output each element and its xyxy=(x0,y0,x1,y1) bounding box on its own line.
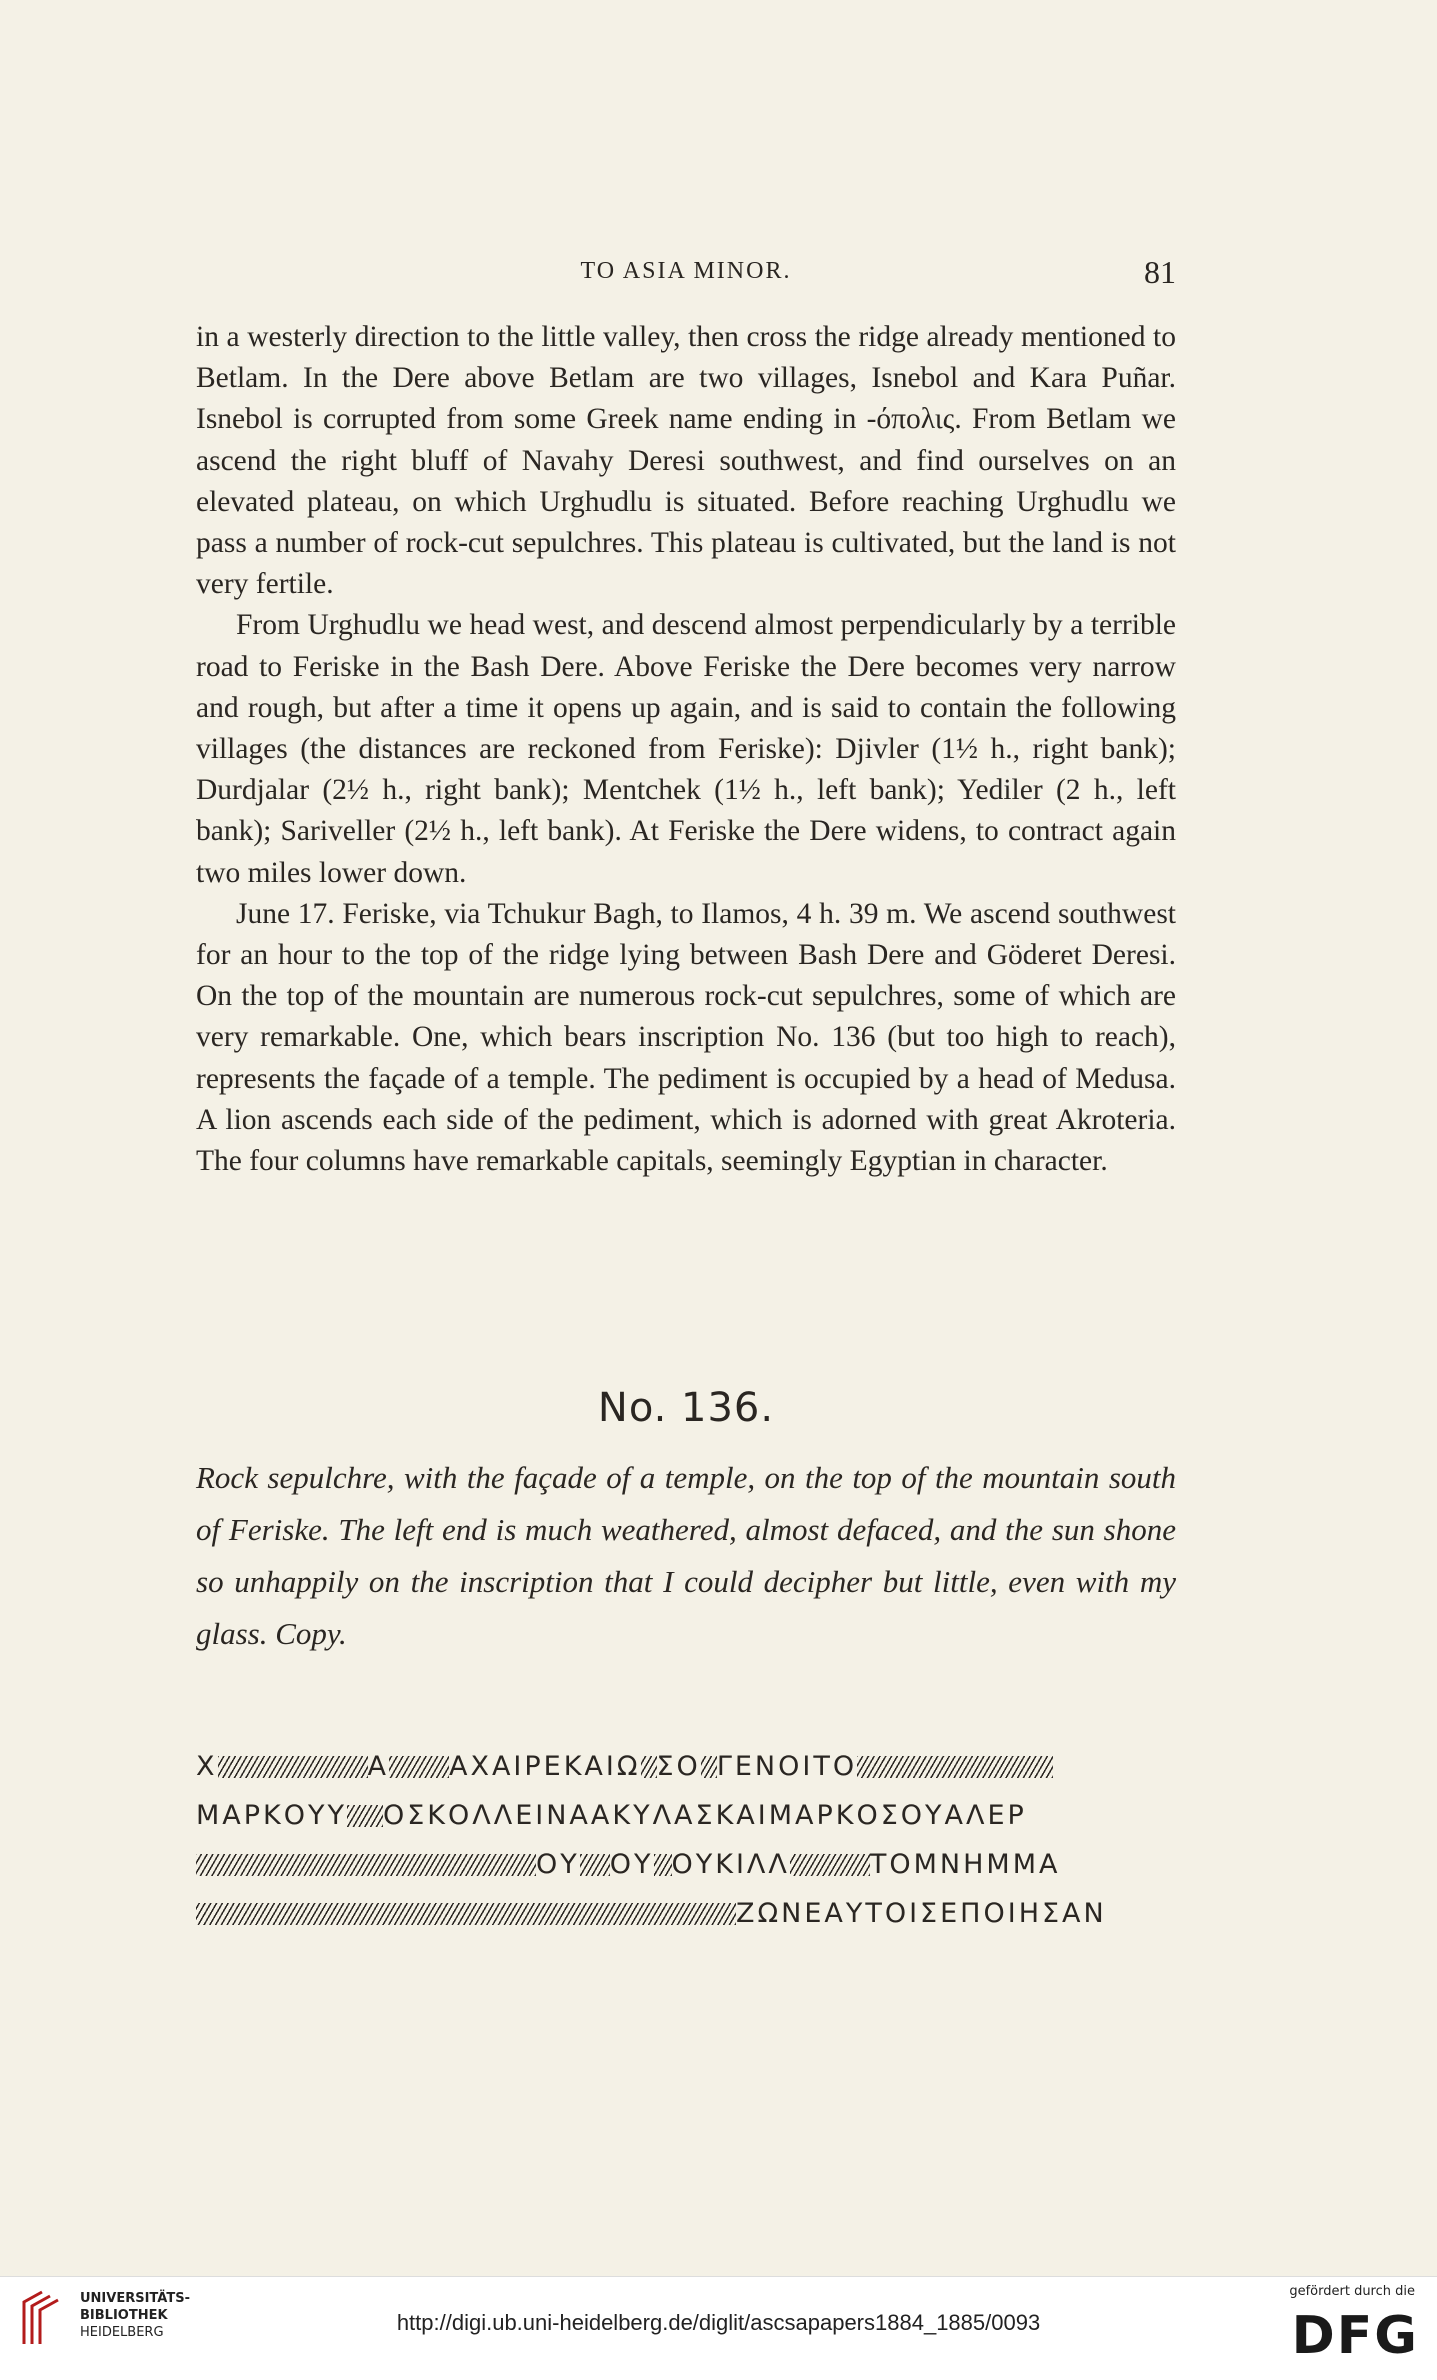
lacuna-hatch xyxy=(347,1805,383,1827)
inscription-line xyxy=(196,1742,1176,1791)
inscription-text: ΟΣΚΟΛΛΕΙΝΑΑΚΥΛΑΣΚΑΙΜΑΡΚΟΣΟΥΑΛΕΡ xyxy=(383,1800,1027,1831)
page-number: 81 xyxy=(1144,254,1176,290)
lacuna-hatch xyxy=(196,1854,536,1876)
lacuna-hatch xyxy=(196,1903,736,1925)
lacuna-hatch xyxy=(654,1854,672,1876)
body-text xyxy=(196,317,1176,1182)
permalink-url[interactable]: http://digi.ub.uni-heidelberg.de/diglit/ascsapapers1884_1885/0093 xyxy=(396,2310,1041,2335)
inscription-text: ΤΟΜΝΗΜΜΑ xyxy=(869,1849,1061,1880)
paragraph: June 17. Feriske, via Tchukur Bagh, to Ilamos, 4 h. 39 m. We ascend southwest for an hour to the top of the ridge lying between Bash Dere and Göderet Deresi. On the top of the mountain are numerous rock-cut sepulchres, some of which are very remarkable. One, which bears inscription No. 136 (but too high to reach), represents the façade of a temple. The pediment is occupied by a head of Medusa. A lion ascends each side of the pediment, which is adorned with great Akroteria. The four columns have remarkable capitals, seemingly Egyptian in character. xyxy=(196,897,1176,1178)
inscription-text: ΜΑΡΚΟΥΥ xyxy=(196,1800,347,1831)
inscription-text: Χ xyxy=(196,1751,218,1782)
inscription-text: ΟΥ xyxy=(609,1849,654,1880)
inscription-text: ΣΟ xyxy=(656,1751,701,1782)
inscription-text: Α xyxy=(367,1751,389,1782)
page-header xyxy=(196,254,1176,294)
inscription-text: ΓΕΝΟΙΤΟ xyxy=(716,1751,858,1782)
library-line: UNIVERSITÄTS- xyxy=(80,2291,190,2306)
inscription-line xyxy=(196,1840,1176,1889)
lacuna-hatch xyxy=(641,1756,657,1778)
lacuna-hatch xyxy=(701,1756,717,1778)
inscription-transcript xyxy=(196,1742,1176,1938)
inscription-text: ΟΥ xyxy=(536,1849,580,1880)
lacuna-hatch xyxy=(218,1756,368,1778)
inscription-text: ΑΧΑΙΡΕΚΑΙΩ xyxy=(448,1751,641,1782)
lacuna-hatch xyxy=(790,1854,870,1876)
library-line: HEIDELBERG xyxy=(80,2325,164,2340)
paragraph: From Urghudlu we head west, and descend almost perpendicularly by a terrible road to Feriske in the Bash Dere. Above Feriske the Dere becomes very narrow and rough, but after a time it opens up again, and is said to contain the following villages (the distances are reckoned from Feriske): Djivler (1½ h., right bank); Durdjalar (2½ h., right bank); Mentchek (1½ h., left bank); Yediler (2 h., left bank); Sariveller (2½ h., left bank). At Feriske the Dere widens, to contract again two miles lower down. xyxy=(196,609,1176,889)
paragraph: in a westerly direction to the little valley, then cross the ridge already mentioned to Betlam. In the Dere above Betlam are two villages, Isnebol and Kara Puñar. Isnebol is corrupted from some Greek name ending in -όπολις. From Betlam we ascend the right bluff of Navahy Deresi southwest, and find ourselves on an elevated plateau, on which Urghudlu is situated. Before reaching Urghudlu we pass a number of rock-cut sepulchres. This plateau is cultivated, but the land is not very fertile. xyxy=(196,321,1176,601)
dfg-logo: DFG xyxy=(1291,2306,1419,2366)
library-line: BIBLIOTHEK xyxy=(80,2308,168,2323)
running-title: TO ASIA MINOR. xyxy=(580,258,792,284)
inscription-line xyxy=(196,1889,1176,1938)
inscription-line xyxy=(196,1791,1176,1840)
funding-note: gefördert durch die xyxy=(1289,2284,1415,2299)
inscription-heading: No. 136. xyxy=(597,1385,775,1431)
inscription-text: ΖΩΝΕΑΥΤΟΙΣΕΠΟΙΗΣΑΝ xyxy=(736,1898,1107,1929)
lacuna-hatch xyxy=(580,1854,610,1876)
inscription-text: ΟΥΚΙΛΛ xyxy=(671,1849,790,1880)
lacuna-hatch xyxy=(389,1756,449,1778)
lacuna-hatch xyxy=(857,1756,1053,1778)
inscription-caption: Rock sepulchre, with the façade of a temple, on the top of the mountain south of Feriske. The left end is much weathered, almost defaced, and the sun shone so unhappily on the inscription that I could decipher but little, even with my glass. Copy. xyxy=(196,1460,1176,1651)
